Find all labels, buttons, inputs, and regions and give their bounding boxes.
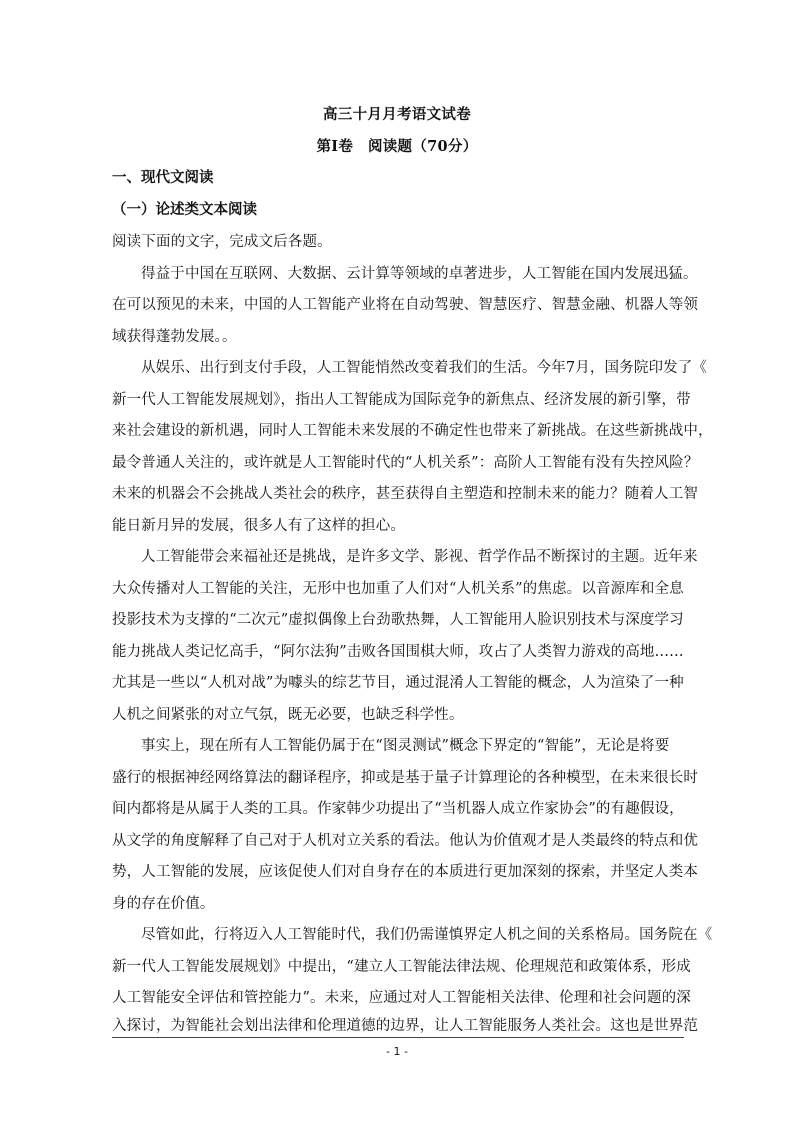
body-line: 投影技术为支撑的“二次元”虚拟偶像上台劲歌热舞，人工智能用人脸识别技术与深度学习 xyxy=(112,612,684,628)
body-line: 新一代人工智能发展规划》，指出人工智能成为国际竞争的新焦点、经济发展的新引擎，带 xyxy=(112,392,691,408)
body-line: 最令普通人关注的，或许就是人工智能时代的“人机关系”：高阶人工智能有没有失控风险？ xyxy=(112,455,699,471)
body-line: 人机之间紧张的对立气氛，既无必要，也缺乏科学性。 xyxy=(112,707,464,723)
body-line: 域获得蓬勃发展。。 xyxy=(112,329,237,345)
body-line: 势，人工智能的发展，应该促使人们对自身存在的本质进行更加深刻的探索，并坚定人类本 xyxy=(112,864,698,880)
body-line: 能日新月异的发展，很多人有了这样的担心。 xyxy=(112,518,405,534)
body-line: 从文学的角度解释了自己对于人机对立关系的看法。他认为价值观才是人类最终的特点和优 xyxy=(112,833,698,849)
footer-divider xyxy=(112,1037,684,1038)
body-line: 尤其是一些以“人机对战”为噱头的综艺节目，通过混淆人工智能的概念，人为渲染了一种 xyxy=(112,675,684,691)
body-line: 从娱乐、出行到支付手段，人工智能悄然改变着我们的生活。今年7月，国务院印发了《 xyxy=(141,360,708,376)
body-line: 能力挑战人类记忆高手，“阿尔法狗”击败各国围棋大师，攻占了人类智力游戏的高地…… xyxy=(112,644,684,660)
body-line: 在可以预见的未来，中国的人工智能产业将在自动驾驶、智慧医疗、智慧金融、机器人等领 xyxy=(112,297,698,313)
body-line: 事实上，现在所有人工智能仍属于在“图灵测试”概念下界定的“智能”，无论是将要 xyxy=(141,738,670,754)
body-line: 得益于中国在互联网、大数据、云计算等领域的卓著进步，人工智能在国内发展迅猛。 xyxy=(141,266,698,282)
body-line: 人工智能带会来福祉还是挑战，是许多文学、影视、哲学作品不断探讨的主题。近年来 xyxy=(141,549,698,565)
body-line: 来社会建设的新机遇，同时人工智能未来发展的不确定性也带来了新挑战。在这些新挑战中， xyxy=(112,423,713,439)
body-line: 入探讨，为智能社会划出法律和伦理道德的边界，让人工智能服务人类社会。这也是世界范 xyxy=(112,1018,698,1034)
section-heading-argumentative: （一）论述类文本阅读 xyxy=(112,201,257,218)
document-subtitle: 第Ⅰ卷 阅读题（70分） xyxy=(316,138,478,155)
body-line: 大众传播对人工智能的关注，无形中也加重了人们对“人机关系”的焦虑。以音源库和全息 xyxy=(112,581,684,597)
body-line: 身的存在价值。 xyxy=(112,896,215,912)
body-line: 盛行的根据神经网络算法的翻译程序，抑或是基于量子计算理论的各种模型，在未来很长时 xyxy=(112,770,698,786)
body-line: 人工智能安全评估和管控能力”。未来，应通过对人工智能相关法律、伦理和社会问题的深 xyxy=(112,990,691,1006)
page-number: - 1 - xyxy=(386,1045,408,1058)
body-line: 尽管如此，行将迈入人工智能时代，我们仍需谨慎界定人机之间的关系格局。国务院在《 xyxy=(141,927,713,943)
body-line: 间内都将是从属于人类的工具。作家韩少功提出了“当机器人成立作家协会”的有趣假设， xyxy=(112,801,684,817)
body-line: 新一代人工智能发展规划》中提出，“建立人工智能法律法规、伦理规范和政策体系，形成 xyxy=(112,959,691,975)
body-line: 未来的机器会不会挑战人类社会的秩序，甚至获得自主塑造和控制未来的能力？随着人工智 xyxy=(112,486,698,502)
instruction-text: 阅读下面的文字，完成文后各题。 xyxy=(112,234,332,250)
section-heading-modern-reading: 一、现代文阅读 xyxy=(112,169,214,186)
document-title: 高三十月月考语文试卷 xyxy=(323,106,471,123)
